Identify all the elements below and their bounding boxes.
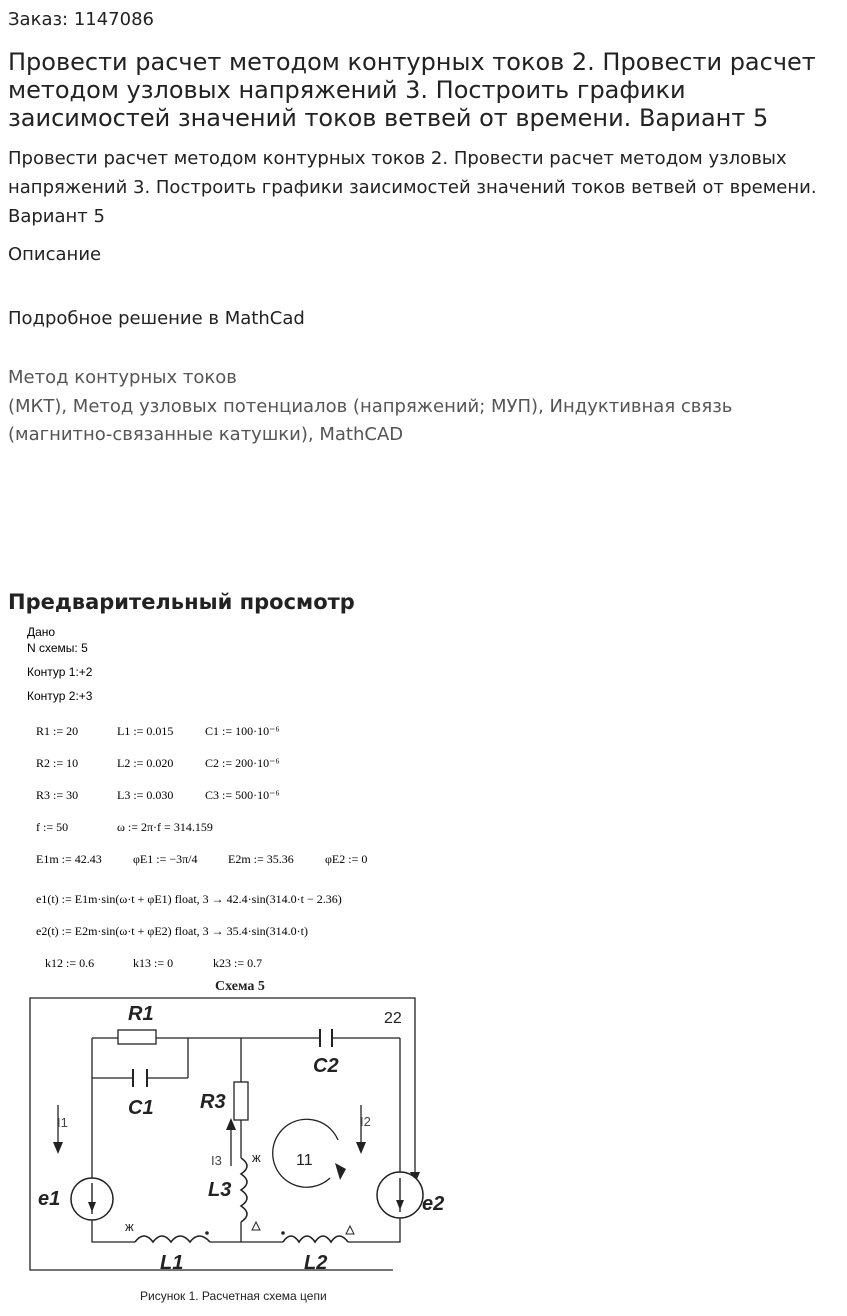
formula-e2t: e2(t) := E2m·sin(ω·t + φE2) float, 3 → 35.4·sin(314.0·t) bbox=[36, 924, 308, 938]
scheme-title: Схема 5 bbox=[215, 979, 265, 994]
param-e2m: E2m := 35.36 bbox=[228, 852, 294, 866]
i1-label: I1 bbox=[57, 1115, 68, 1130]
order-number: Заказ: 1147086 bbox=[8, 9, 154, 30]
param-k13: k13 := 0 bbox=[133, 956, 174, 970]
i2-label: I2 bbox=[360, 1114, 371, 1129]
given-label: Дано bbox=[27, 625, 56, 639]
preview-heading: Предварительный просмотр bbox=[8, 590, 355, 614]
i3-label: I3 bbox=[211, 1153, 222, 1168]
l3-star-mark: ж bbox=[252, 1150, 261, 1165]
param-l2: L2 := 0.020 bbox=[117, 756, 174, 770]
figure-caption: Рисунок 1. Расчетная схема цепи bbox=[140, 1289, 327, 1303]
param-r2: R2 := 10 bbox=[36, 756, 79, 770]
formula-e1t: e1(t) := E1m·sin(ω·t + φE1) float, 3 → 42.4·sin(314.0·t − 2.36) bbox=[36, 892, 342, 906]
param-omega: ω := 2π·f = 314.159 bbox=[117, 820, 213, 834]
r1-label: R1 bbox=[128, 1003, 154, 1025]
tags-list bbox=[8, 364, 838, 450]
l2-label: L2 bbox=[304, 1252, 328, 1274]
param-r1: R1 := 20 bbox=[36, 724, 79, 738]
param-f: f := 50 bbox=[36, 820, 69, 834]
param-k12: k12 := 0.6 bbox=[45, 956, 95, 970]
c1-label: C1 bbox=[128, 1097, 154, 1119]
c2-label: C2 bbox=[313, 1055, 339, 1077]
summary-text: Провести расчет методом контурных токов 2. Провести расчет методом узловых напряжений 3. Построить графики заисимостей значений токов ветвей от времени. Вариант 5 bbox=[8, 148, 817, 227]
param-phi-e2: φE2 := 0 bbox=[325, 852, 368, 866]
param-c2: C2 := 200·10⁻⁶ bbox=[205, 756, 280, 770]
detail-text: Подробное решение в MathCad bbox=[8, 308, 305, 329]
param-l1: L1 := 0.015 bbox=[117, 724, 174, 738]
param-l3: L3 := 0.030 bbox=[117, 788, 174, 802]
param-e1m: E1m := 42.43 bbox=[36, 852, 102, 866]
contour-2: Контур 2:+3 bbox=[27, 689, 93, 703]
param-r3: R3 := 30 bbox=[36, 788, 79, 802]
description-heading: Описание bbox=[8, 244, 102, 265]
scheme-number: N схемы: 5 bbox=[27, 641, 88, 655]
page-title: Провести расчет методом контурных токов 2. Провести расчет методом узловых напряжений 3. Построить графики заисимостей значений токов ветвей от времени. Вариант 5 bbox=[8, 48, 816, 132]
param-phi-e1: φE1 := −3π/4 bbox=[133, 852, 198, 866]
l1-star-mark: ж bbox=[125, 1219, 134, 1234]
preview-image bbox=[0, 620, 847, 1316]
contour-11-label: 11 bbox=[296, 1152, 313, 1169]
tags-line-3: (магнитно-связанные катушки), MathCAD bbox=[8, 424, 404, 445]
l3-label: L3 bbox=[208, 1179, 232, 1201]
param-k23: k23 := 0.7 bbox=[213, 956, 263, 970]
l1-label: L1 bbox=[160, 1252, 184, 1274]
contour-1: Контур 1:+2 bbox=[27, 665, 93, 679]
r3-label: R3 bbox=[200, 1091, 226, 1113]
tags-line-1: Метод контурных токов bbox=[8, 367, 237, 388]
circuit-diagram bbox=[0, 990, 470, 1290]
param-c3: C3 := 500·10⁻⁶ bbox=[205, 788, 280, 802]
e1-label: e1 bbox=[38, 1188, 61, 1210]
contour-22-label: 22 bbox=[384, 1010, 402, 1027]
param-c1: C1 := 100·10⁻⁶ bbox=[205, 724, 280, 738]
tags-line-2: (МКТ), Метод узловых потенциалов (напряжений; МУП), Индуктивная связь bbox=[8, 395, 733, 417]
e2-label: e2 bbox=[422, 1193, 445, 1215]
